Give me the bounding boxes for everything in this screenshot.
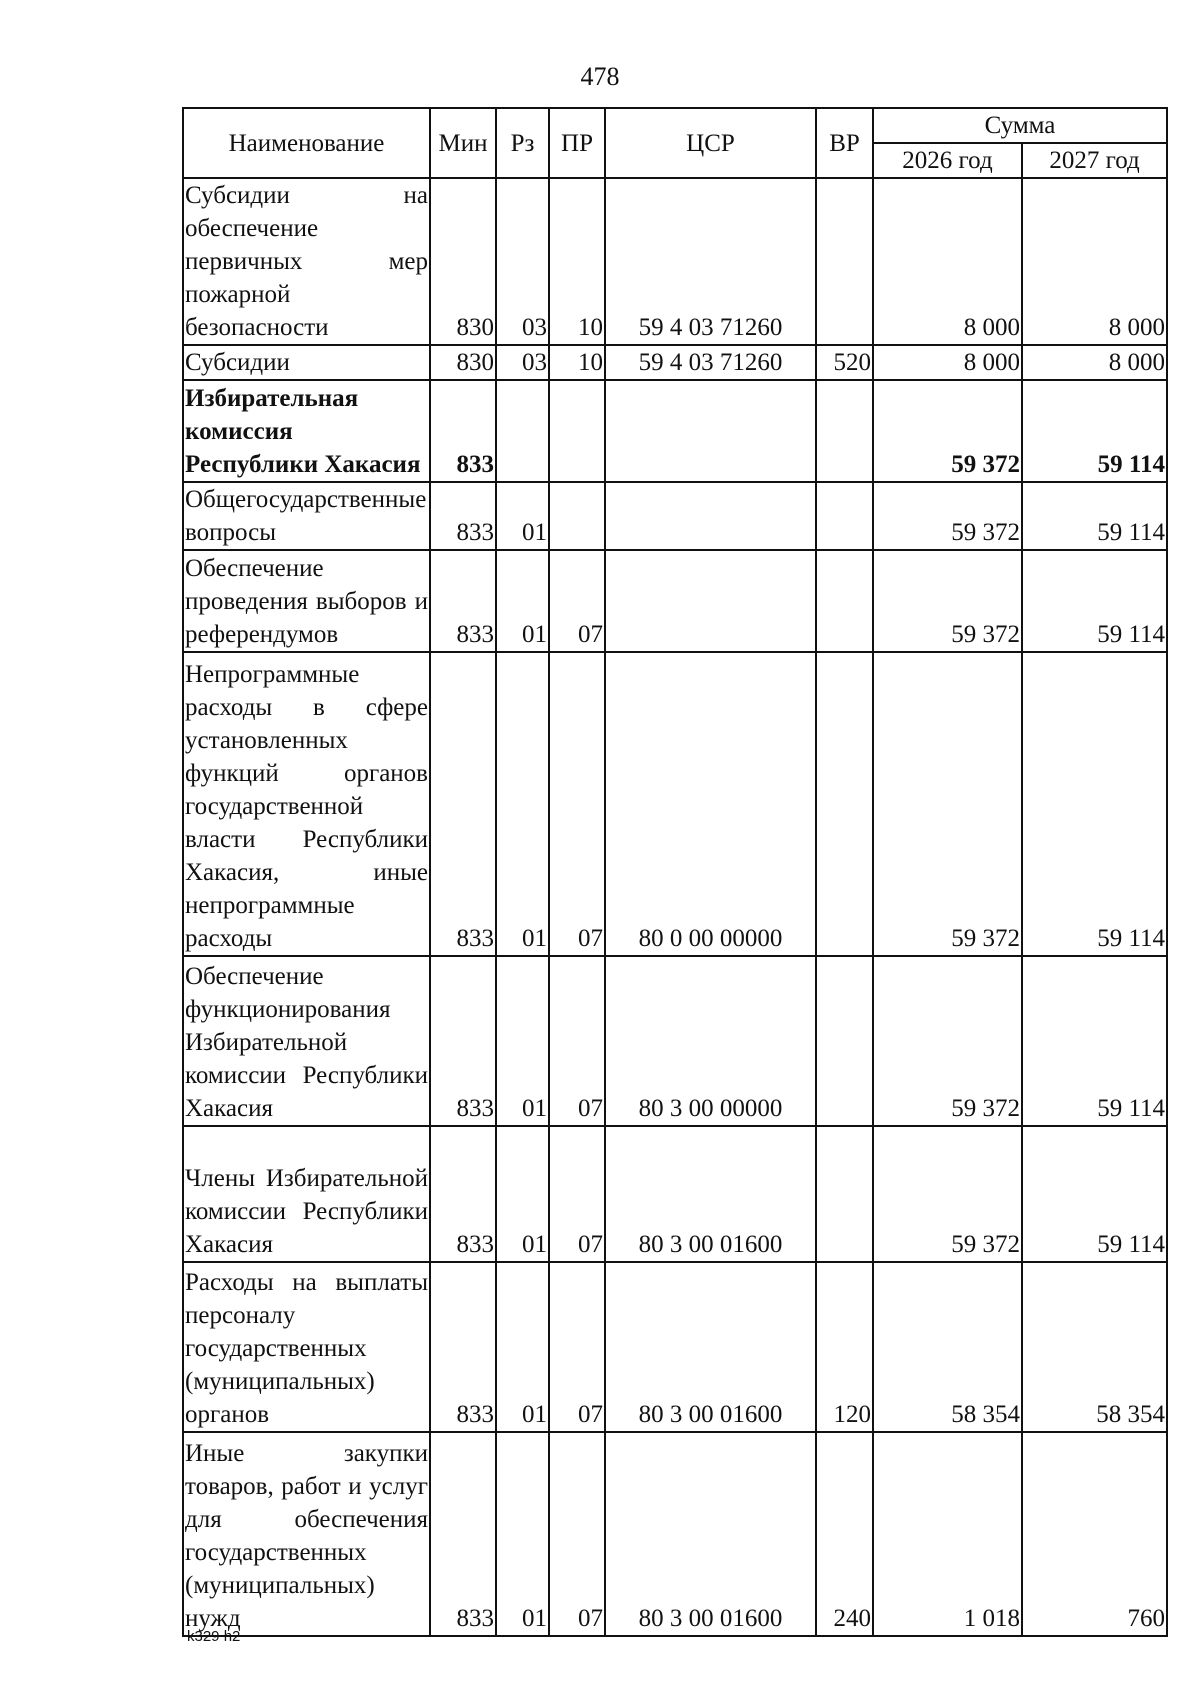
cell-csr: [605, 380, 816, 482]
cell-y2027: 59 114: [1022, 380, 1167, 482]
cell-vr: [816, 482, 873, 550]
cell-name: Субсидии: [183, 345, 430, 380]
cell-csr: 59 4 03 71260: [605, 178, 816, 345]
cell-csr: [605, 550, 816, 652]
cell-min: 833: [430, 956, 496, 1126]
cell-pr: 07: [549, 1126, 605, 1262]
cell-pr: 10: [549, 178, 605, 345]
cell-y2027: 8 000: [1022, 345, 1167, 380]
cell-min: 833: [430, 1432, 496, 1636]
cell-name: Общегосударственные вопросы: [183, 482, 430, 550]
cell-csr: 80 3 00 01600: [605, 1126, 816, 1262]
cell-y2026: 59 372: [873, 482, 1022, 550]
cell-pr: 07: [549, 1262, 605, 1432]
cell-vr: 120: [816, 1262, 873, 1432]
cell-rz: 03: [496, 345, 549, 380]
table-row: [183, 380, 1167, 482]
cell-y2027: 59 114: [1022, 482, 1167, 550]
cell-csr: 80 3 00 01600: [605, 1432, 816, 1636]
cell-rz: 01: [496, 550, 549, 652]
header-sum: Сумма: [873, 108, 1167, 143]
cell-min: 833: [430, 1262, 496, 1432]
header-name: Наименование: [183, 108, 430, 178]
header-row-1: [183, 108, 1167, 143]
page-number: 478: [580, 62, 620, 91]
cell-vr: [816, 178, 873, 345]
footer-code: k329 h2: [187, 1628, 241, 1645]
table-row: [183, 1432, 1167, 1636]
cell-y2027: 760: [1022, 1432, 1167, 1636]
cell-rz: 01: [496, 956, 549, 1126]
cell-pr: 07: [549, 550, 605, 652]
cell-y2027: 59 114: [1022, 550, 1167, 652]
cell-vr: [816, 652, 873, 956]
table-row: [183, 345, 1167, 380]
table-row: [183, 1126, 1167, 1262]
cell-pr: [549, 482, 605, 550]
cell-rz: [496, 380, 549, 482]
cell-name: Избирательная комиссия Республики Хакасия: [183, 380, 430, 482]
cell-csr: 80 3 00 00000: [605, 956, 816, 1126]
cell-rz: 03: [496, 178, 549, 345]
cell-pr: [549, 380, 605, 482]
cell-y2026: 59 372: [873, 956, 1022, 1126]
cell-vr: [816, 1126, 873, 1262]
cell-y2026: 58 354: [873, 1262, 1022, 1432]
cell-min: 833: [430, 550, 496, 652]
table-row: [183, 550, 1167, 652]
cell-y2026: 59 372: [873, 652, 1022, 956]
cell-y2026: 59 372: [873, 1126, 1022, 1262]
cell-min: 833: [430, 482, 496, 550]
header-min: Мин: [430, 108, 496, 178]
cell-y2026: 8 000: [873, 345, 1022, 380]
cell-rz: 01: [496, 482, 549, 550]
cell-min: 833: [430, 380, 496, 482]
cell-y2026: 1 018: [873, 1432, 1022, 1636]
cell-name: Члены Избирательной комиссии Республики Хакасия: [183, 1126, 430, 1262]
table-row: [183, 652, 1167, 956]
budget-table: [182, 107, 1168, 1637]
cell-min: 833: [430, 652, 496, 956]
header-pr: ПР: [549, 108, 605, 178]
cell-min: 833: [430, 1126, 496, 1262]
cell-y2027: 59 114: [1022, 652, 1167, 956]
cell-y2026: 8 000: [873, 178, 1022, 345]
cell-vr: [816, 956, 873, 1126]
cell-csr: 80 3 00 01600: [605, 1262, 816, 1432]
cell-vr: [816, 550, 873, 652]
cell-y2027: 59 114: [1022, 1126, 1167, 1262]
cell-y2026: 59 372: [873, 550, 1022, 652]
cell-name: Обеспечение функционирования Избирательной комиссии Республики Хакасия: [183, 956, 430, 1126]
table-row: [183, 956, 1167, 1126]
cell-name: Расходы на выплаты персоналу государственных (муниципальных) органов: [183, 1262, 430, 1432]
cell-min: 830: [430, 345, 496, 380]
table-body: [183, 178, 1167, 1636]
cell-rz: 01: [496, 1432, 549, 1636]
cell-csr: [605, 482, 816, 550]
cell-csr: 59 4 03 71260: [605, 345, 816, 380]
cell-pr: 07: [549, 956, 605, 1126]
cell-name: Обеспечение проведения выборов и референдумов: [183, 550, 430, 652]
cell-y2027: 58 354: [1022, 1262, 1167, 1432]
header-rz: Рз: [496, 108, 549, 178]
cell-csr: 80 0 00 00000: [605, 652, 816, 956]
cell-y2026: 59 372: [873, 380, 1022, 482]
header-vr: ВР: [816, 108, 873, 178]
table-row: [183, 482, 1167, 550]
cell-pr: 07: [549, 652, 605, 956]
cell-min: 830: [430, 178, 496, 345]
cell-vr: 520: [816, 345, 873, 380]
header-2027: 2027 год: [1022, 143, 1167, 178]
table-row: [183, 178, 1167, 345]
cell-pr: 10: [549, 345, 605, 380]
cell-rz: 01: [496, 652, 549, 956]
cell-rz: 01: [496, 1262, 549, 1432]
cell-name: Непрограммные расходы в сфере установленных функций органов государственной власти Республики Хакасия, иные непрограммные расходы: [183, 652, 430, 956]
cell-y2027: 8 000: [1022, 178, 1167, 345]
header-2026: 2026 год: [873, 143, 1022, 178]
table-row: [183, 1262, 1167, 1432]
cell-y2027: 59 114: [1022, 956, 1167, 1126]
header-csr: ЦСР: [605, 108, 816, 178]
cell-rz: 01: [496, 1126, 549, 1262]
cell-vr: [816, 380, 873, 482]
cell-name: Субсидии на обеспечение первичных мер пожарной безопасности: [183, 178, 430, 345]
cell-pr: 07: [549, 1432, 605, 1636]
cell-name: Иные закупки товаров, работ и услуг для обеспечения государственных (муниципальных) нужд: [183, 1432, 430, 1636]
cell-vr: 240: [816, 1432, 873, 1636]
